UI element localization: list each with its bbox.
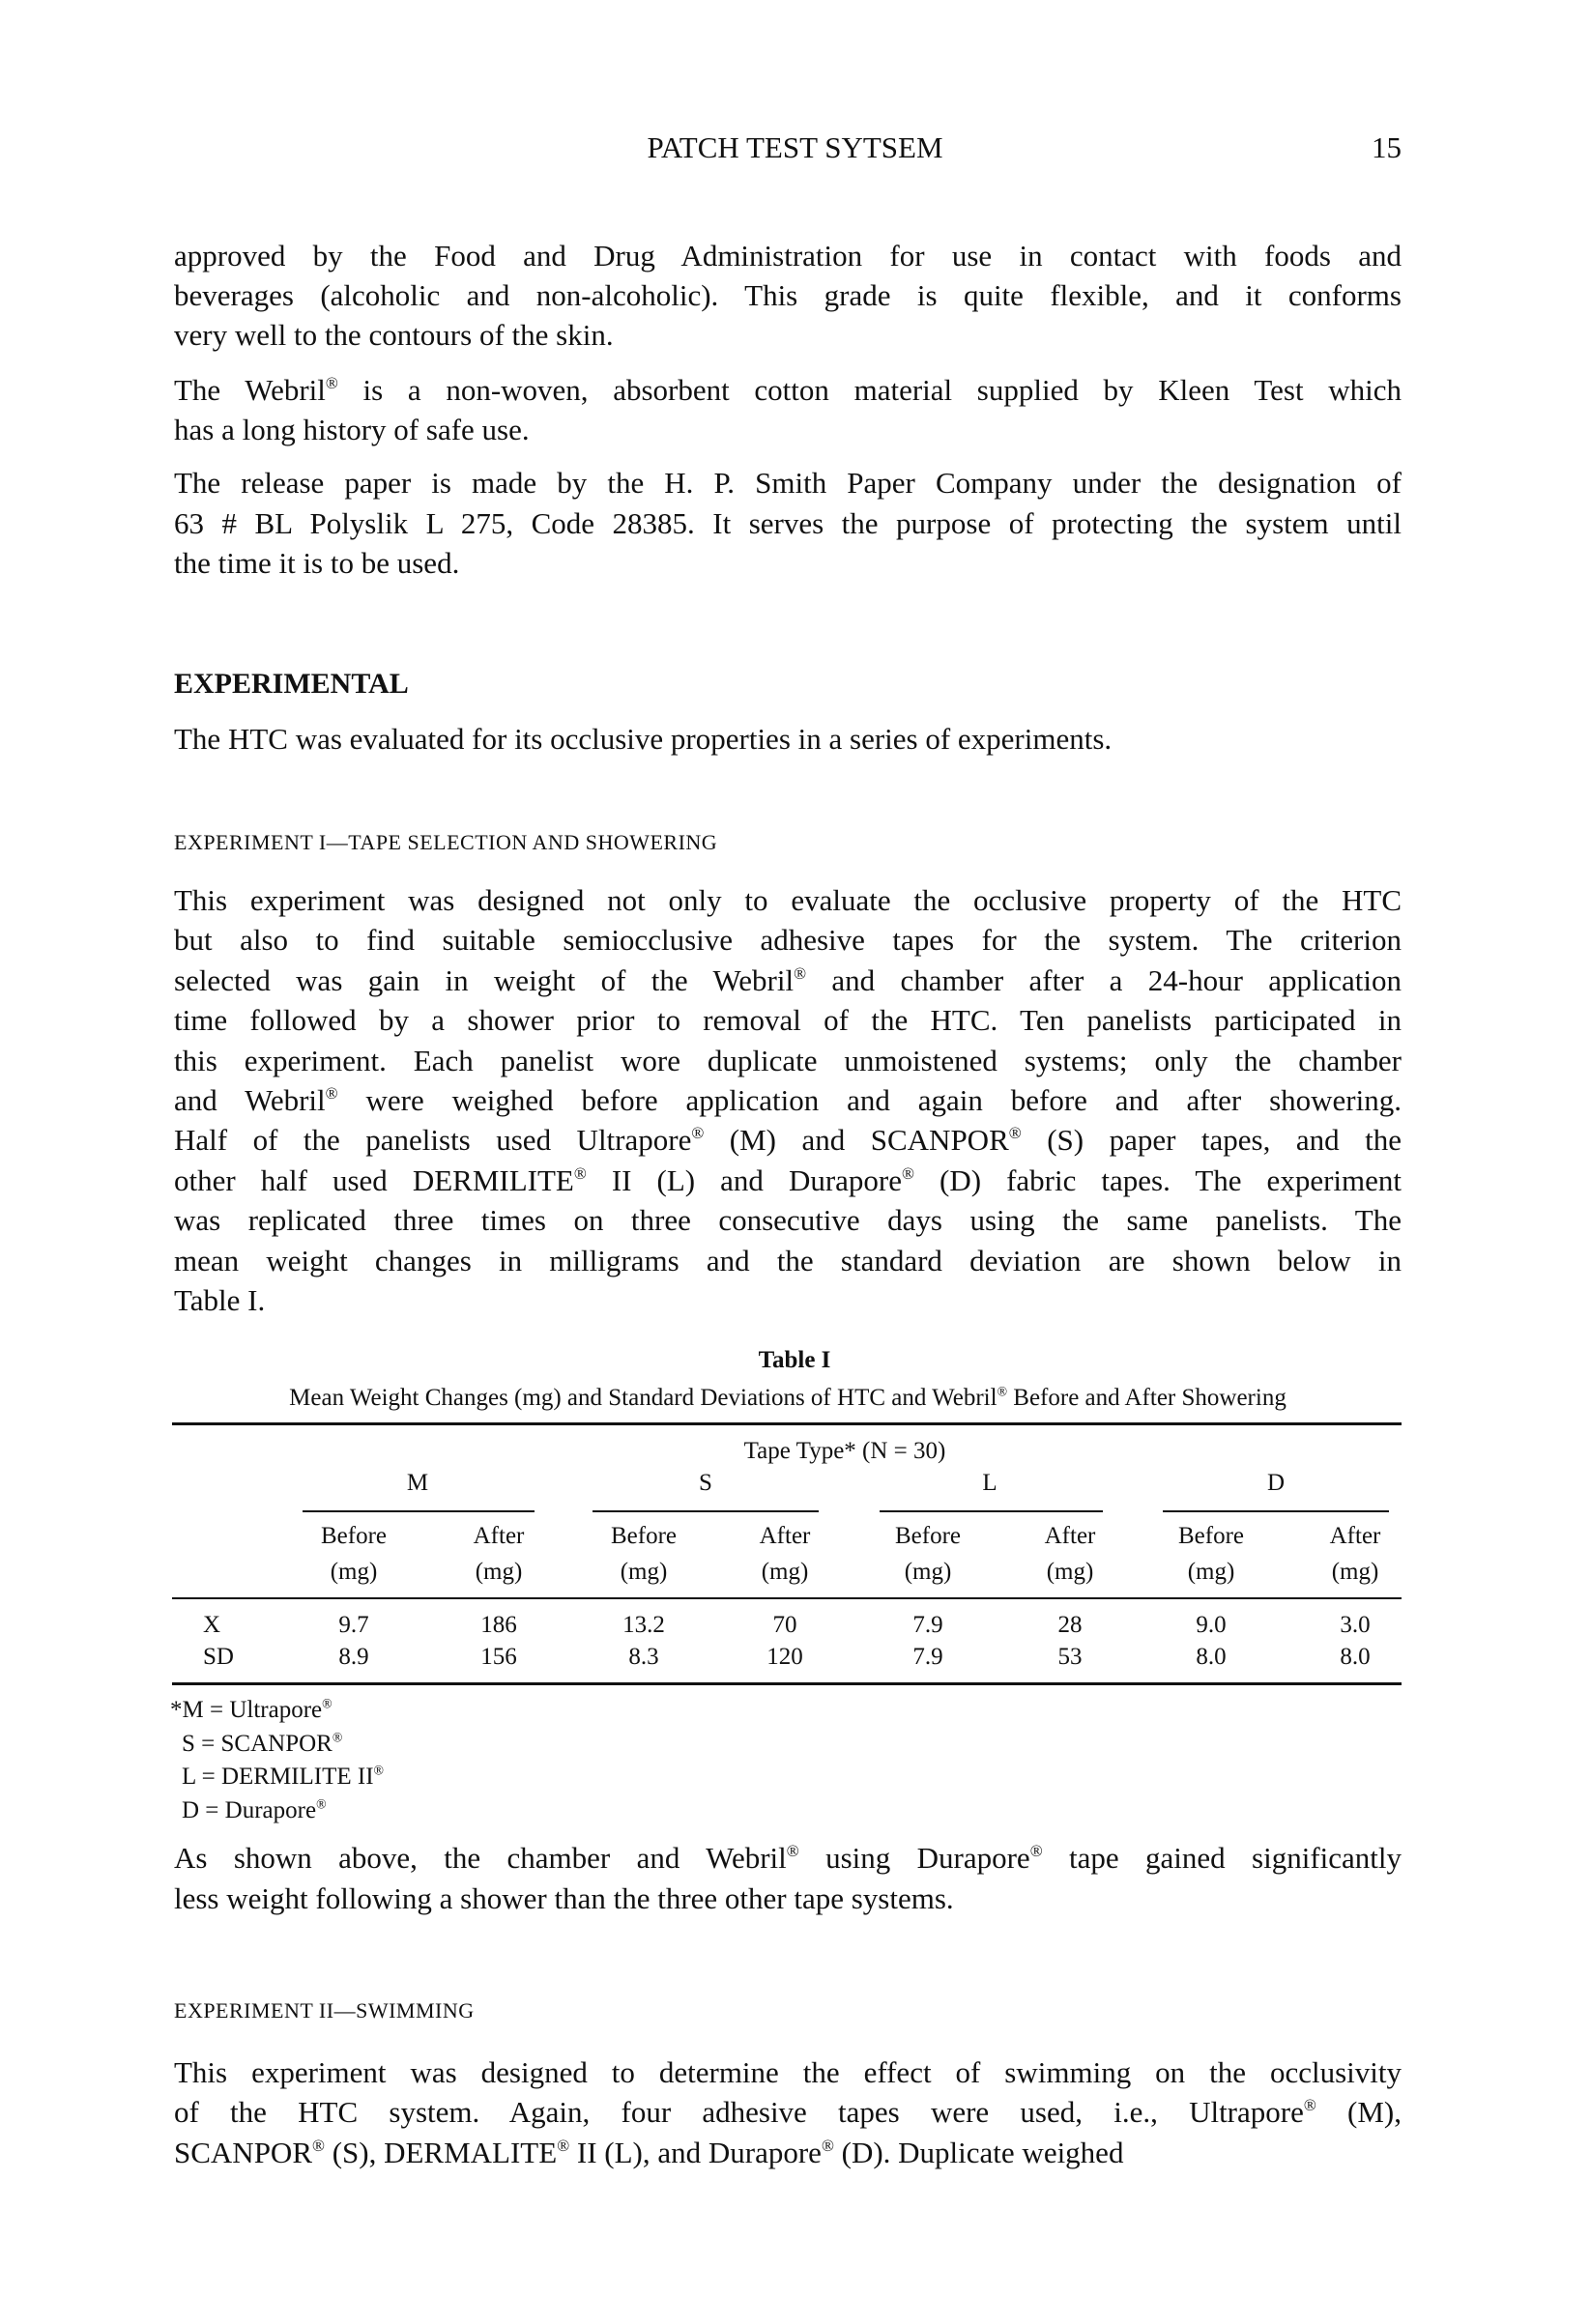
para3-line: The release paper is made by the H. P. Smith Paper Company under the designation of (174, 466, 1402, 500)
table-top-rule (172, 1422, 1402, 1425)
group-rule (593, 1510, 819, 1512)
exp2-para-line: of the HTC system. Again, four adhesive tapes were used, i.e., Ultrapore® (M), (174, 2095, 1402, 2129)
table-title: Table I (758, 1347, 831, 1373)
subheading-experiment-1: EXPERIMENT I—TAPE SELECTION AND SHOWERING (174, 830, 718, 854)
para2-line: The Webril® is a non-woven, absorbent cotton material supplied by Kleen Test which (174, 373, 1402, 407)
table-cell: 28 (1057, 1612, 1083, 1638)
exp2-para-line: SCANPOR® (S), DERMALITE® II (L), and Durapore® (D). Duplicate weighed (174, 2136, 1124, 2169)
para1-line: approved by the Food and Drug Administration for use in contact with foods and (174, 239, 1402, 273)
table-cell: 70 (772, 1612, 797, 1638)
experimental-intro: The HTC was evaluated for its occlusive properties in a series of experiments. (174, 722, 1113, 756)
table-footnote: L = DERMILITE II® (182, 1763, 384, 1790)
table-footnote: *M = Ultrapore® (170, 1696, 332, 1723)
table-cell: 3.0 (1340, 1612, 1371, 1638)
row-label: SD (203, 1644, 234, 1670)
exp1-para-line: This experiment was designed not only to evaluate the occlusive property of the HTC (174, 883, 1402, 917)
group-rule (303, 1510, 535, 1512)
para-after-table-line: As shown above, the chamber and Webril® using Durapore® tape gained significantly (174, 1841, 1402, 1875)
table-cell: 7.9 (912, 1644, 943, 1670)
table-cell: 13.2 (622, 1612, 665, 1638)
column-unit: (mg) (475, 1559, 523, 1585)
group-header-s: S (699, 1470, 712, 1496)
column-header: After (759, 1523, 811, 1549)
column-unit: (mg) (1046, 1559, 1094, 1585)
page-number: 15 (1372, 130, 1402, 164)
column-header: After (1329, 1523, 1381, 1549)
column-unit: (mg) (761, 1559, 809, 1585)
group-header-d: D (1266, 1470, 1286, 1496)
exp1-para-line: mean weight changes in milligrams and the standard deviation are shown below in (174, 1243, 1402, 1277)
table-cell: 53 (1057, 1644, 1083, 1670)
para2-line: has a long history of safe use. (174, 413, 530, 446)
table-cell: 9.0 (1196, 1612, 1227, 1638)
table-cell: 8.3 (628, 1644, 659, 1670)
column-header: After (1044, 1523, 1096, 1549)
exp1-para-line: was replicated three times on three consecutive days using the same panelists. The (174, 1203, 1402, 1238)
group-rule (1163, 1510, 1389, 1512)
table-bottom-rule (172, 1682, 1402, 1685)
exp1-para-line: Half of the panelists used Ultrapore® (M) and SCANPOR® (S) paper tapes, and the (174, 1123, 1402, 1158)
exp1-para-line: selected was gain in weight of the Webril® and chamber after a 24-hour application (174, 962, 1402, 997)
column-unit: (mg) (1187, 1559, 1235, 1585)
table-cell: 186 (480, 1612, 517, 1638)
column-unit: (mg) (904, 1559, 952, 1585)
column-unit: (mg) (1331, 1559, 1379, 1585)
row-label: X (203, 1612, 221, 1638)
group-header-m: M (406, 1470, 429, 1496)
table-cell: 120 (766, 1644, 803, 1670)
column-header: Before (894, 1523, 962, 1549)
exp1-para-line: time followed by a shower prior to removal of the HTC. Ten panelists participated in (174, 1003, 1402, 1038)
column-unit: (mg) (620, 1559, 668, 1585)
para-after-table-line: less weight following a shower than the three other tape systems. (174, 1881, 954, 1915)
column-header: Before (1177, 1523, 1245, 1549)
para1-line: beverages (alcoholic and non-alcoholic). This grade is quite flexible, and it conforms (174, 278, 1402, 312)
exp1-para-line: Table I. (174, 1283, 266, 1317)
exp1-para-line: and Webril® were weighed before application and again before and after showering. (174, 1083, 1402, 1117)
table-caption: Mean Weight Changes (mg) and Standard Deviations of HTC and Webril® Before and After Showering (289, 1384, 1286, 1411)
running-title: PATCH TEST SYTSEM (647, 130, 943, 164)
exp1-para-line: this experiment. Each panelist wore duplicate unmoistened systems; only the chamber (174, 1043, 1402, 1077)
table-footnote: D = Durapore® (182, 1795, 327, 1823)
table-spanner: Tape Type* (N = 30) (743, 1438, 946, 1464)
column-unit: (mg) (330, 1559, 378, 1585)
table-cell: 8.9 (338, 1644, 369, 1670)
table-cell: 156 (480, 1644, 517, 1670)
table-footnote: S = SCANPOR® (182, 1729, 343, 1757)
table-header-rule (172, 1597, 1402, 1599)
exp2-para-line: This experiment was designed to determine the effect of swimming on the occlusivity (174, 2055, 1402, 2089)
table-cell: 8.0 (1340, 1644, 1371, 1670)
table-cell: 9.7 (338, 1612, 369, 1638)
table-cell: 8.0 (1196, 1644, 1227, 1670)
column-header: Before (610, 1523, 678, 1549)
exp1-para-line: but also to find suitable semiocclusive adhesive tapes for the system. The criterion (174, 923, 1402, 958)
para1-line: very well to the contours of the skin. (174, 318, 614, 352)
para3-line: the time it is to be used. (174, 546, 460, 580)
section-heading-experimental: EXPERIMENTAL (174, 668, 409, 700)
column-header: Before (320, 1523, 388, 1549)
group-header-l: L (982, 1470, 997, 1496)
column-header: After (473, 1523, 525, 1549)
para3-line: 63 # BL Polyslik L 275, Code 28385. It serves the purpose of protecting the system until (174, 506, 1402, 540)
exp1-para-line: other half used DERMILITE® II (L) and Durapore® (D) fabric tapes. The experiment (174, 1162, 1402, 1197)
group-rule (880, 1510, 1103, 1512)
subheading-experiment-2: EXPERIMENT II—SWIMMING (174, 1998, 475, 2023)
table-cell: 7.9 (912, 1612, 943, 1638)
